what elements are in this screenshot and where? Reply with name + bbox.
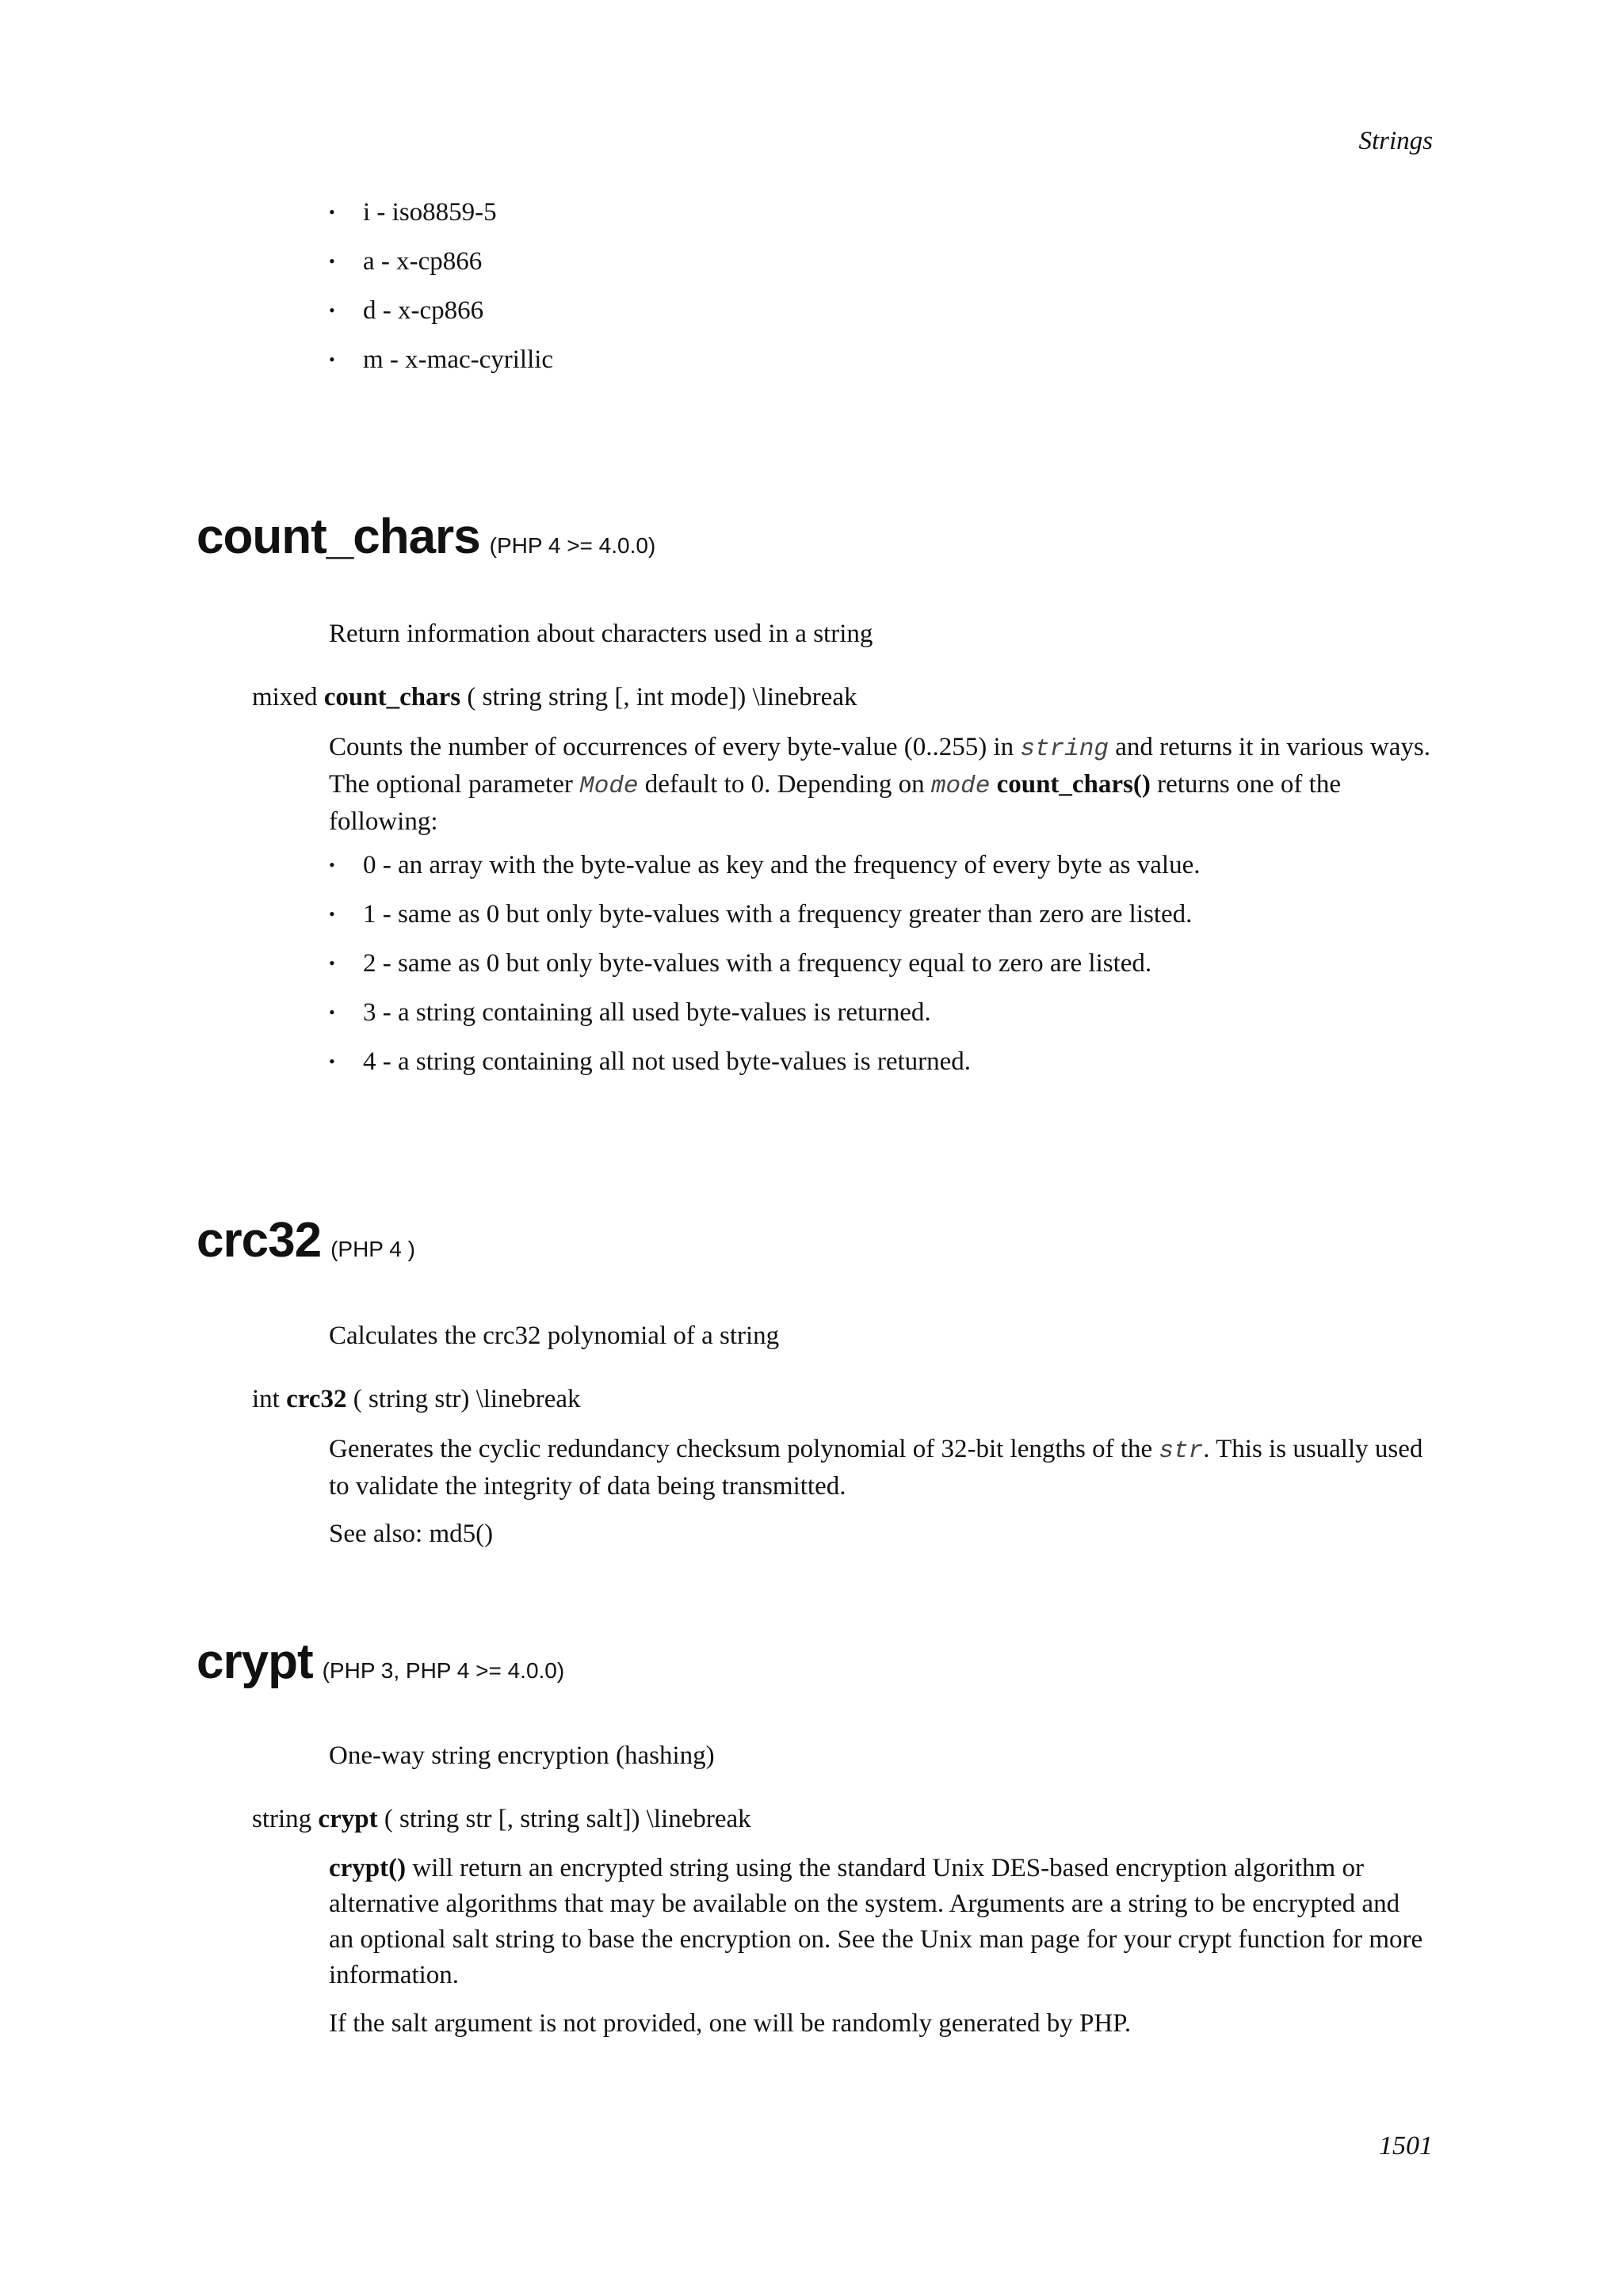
version-note: (PHP 4 >= 4.0.0) <box>489 533 656 558</box>
running-header: Strings <box>1358 127 1433 155</box>
list-item: • 0 - an array with the byte-value as key and the frequency of every byte as value. <box>329 851 1201 879</box>
list-item: • 2 - same as 0 but only byte-values with a frequency equal to zero are listed. <box>329 949 1152 978</box>
crc32-description: Generates the cyclic redundancy checksum polynomial of 32-bit lengths of the str. This is usually used to validate the integrity of data being transmitted. <box>329 1435 1423 1501</box>
function-name: count_chars <box>197 509 480 564</box>
page-number: 1501 <box>1379 2131 1433 2161</box>
list-item: • 1 - same as 0 but only byte-values with a frequency greater than zero are listed. <box>329 900 1193 929</box>
bullet-icon: • <box>329 251 335 271</box>
bullet-icon: • <box>329 202 335 222</box>
crypt-title <box>197 1634 564 1690</box>
list-item: • d - x-cp866 <box>329 296 484 325</box>
count-chars-synopsis: mixed count_chars ( string string [, int mode]) \linebreak <box>252 683 857 711</box>
count-chars-purpose: Return information about characters used in a string <box>329 620 873 648</box>
list-item: • m - x-mac-cyrillic <box>329 345 554 374</box>
count-chars-title <box>197 509 655 565</box>
list-item: • 4 - a string containing all not used byte-values is returned. <box>329 1047 972 1076</box>
crypt-purpose: One-way string encryption (hashing) <box>329 1741 715 1770</box>
function-name: crc32 <box>197 1213 322 1268</box>
bullet-icon: • <box>329 904 335 924</box>
version-note: (PHP 4 ) <box>330 1237 415 1261</box>
bullet-icon: • <box>329 1002 335 1022</box>
list-item: • 3 - a string containing all used byte-values is returned. <box>329 998 931 1027</box>
crypt-description: crypt() will return an encrypted string using the standard Unix DES-based encryption algorithm or alternative algorithms that may be available on the system. Arguments are a string to be encrypted and an optional salt string to base the encryption on. See the Unix man page for your crypt function for more information. <box>329 1854 1423 1989</box>
bullet-icon: • <box>329 349 335 369</box>
crypt-salt-note: If the salt argument is not provided, one will be randomly generated by PHP. <box>329 2009 1132 2038</box>
crc32-purpose: Calculates the crc32 polynomial of a string <box>329 1322 780 1350</box>
bullet-icon: • <box>329 855 335 875</box>
version-note: (PHP 3, PHP 4 >= 4.0.0) <box>322 1658 565 1683</box>
cyrillic-charset-list <box>329 196 553 393</box>
bullet-icon: • <box>329 953 335 973</box>
bullet-icon: • <box>329 1051 335 1071</box>
crc32-see-also: See also: md5() <box>329 1520 494 1548</box>
count-chars-modes-list <box>329 849 1200 1095</box>
list-item: • i - iso8859-5 <box>329 198 497 227</box>
bullet-icon: • <box>329 300 335 320</box>
crc32-synopsis: int crc32 ( string str) \linebreak <box>252 1385 581 1413</box>
crypt-synopsis: string crypt ( string str [, string salt]) \linebreak <box>252 1805 751 1833</box>
count-chars-description: Counts the number of occurrences of every byte-value (0..255) in string and returns it in various ways. The optional parameter Mode default to 0. Depending on mode count_chars() returns one of the following: <box>329 733 1431 836</box>
crc32-title <box>197 1212 415 1268</box>
function-name: crypt <box>197 1634 313 1689</box>
list-item: • a - x-cp866 <box>329 247 483 276</box>
